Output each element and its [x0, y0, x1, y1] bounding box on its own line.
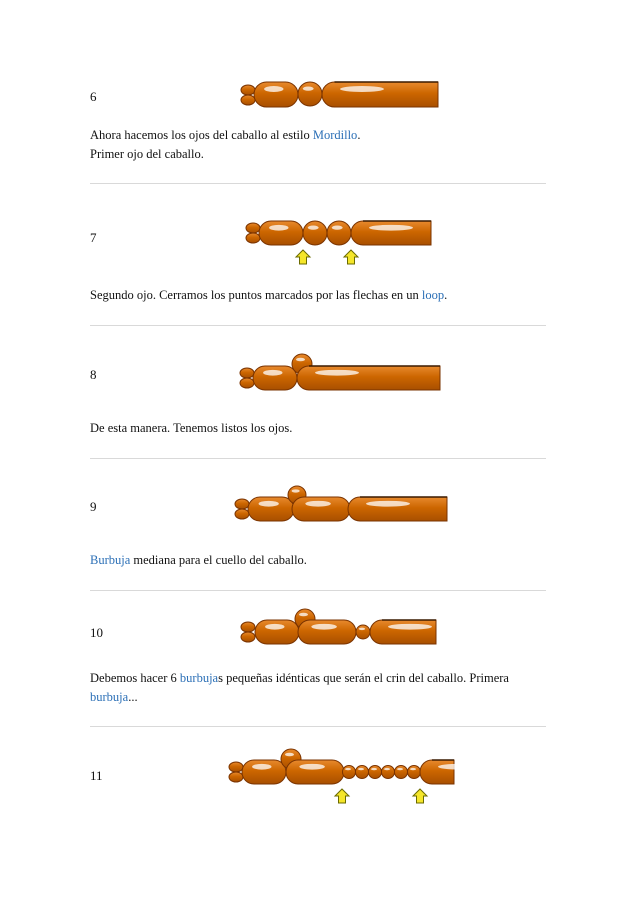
balloon-bubble — [369, 766, 382, 779]
step-number: 11 — [90, 768, 103, 783]
balloon-knot — [229, 762, 243, 772]
balloon-highlight — [299, 764, 325, 770]
balloon-bubble — [395, 766, 408, 779]
balloon-highlight — [397, 768, 403, 770]
text-run: Debemos hacer 6 — [90, 671, 180, 685]
balloon-highlight — [305, 501, 331, 507]
balloon-highlight — [252, 764, 271, 770]
text-run: ... — [128, 690, 138, 704]
balloon-highlight — [303, 86, 314, 90]
balloon-tail — [322, 82, 438, 107]
balloon-segment — [292, 497, 350, 521]
balloon-segment — [259, 221, 303, 245]
step-number: 6 — [90, 89, 97, 104]
text-run: Primer ojo del caballo. — [90, 147, 204, 161]
balloon-highlight — [366, 501, 410, 507]
balloon-knot — [246, 223, 260, 233]
balloon-segment — [248, 497, 294, 521]
yellow-arrow-icon — [344, 250, 358, 264]
balloon-bubble — [303, 221, 327, 245]
balloon-tail — [297, 366, 440, 390]
balloon-highlight — [384, 768, 390, 770]
balloon-highlight — [369, 225, 413, 231]
text-run: De esta manera. Tenemos listos los ojos. — [90, 421, 293, 435]
step-number: 8 — [90, 367, 97, 382]
balloon-segment — [254, 82, 298, 107]
text-run: Ahora hacemos los ojos del caballo al estilo — [90, 128, 313, 142]
balloon-segment — [255, 620, 299, 644]
balloon-tail — [370, 620, 436, 644]
balloon-highlight — [264, 86, 283, 92]
yellow-arrow-icon — [335, 789, 349, 803]
balloon-knot — [241, 632, 255, 642]
balloon-segment — [253, 366, 297, 390]
glossary-link[interactable]: loop — [421, 288, 445, 302]
balloon-highlight — [371, 768, 377, 770]
glossary-link[interactable]: burbuja — [90, 690, 129, 704]
balloon-highlight — [311, 624, 337, 630]
balloon-highlight — [259, 501, 279, 507]
glossary-link[interactable]: burbuja — [179, 671, 219, 685]
text-run: Segundo ojo. Cerramos los puntos marcados por las flechas en un — [90, 288, 422, 302]
balloon-knot — [241, 622, 255, 632]
balloon-bubble — [343, 766, 356, 779]
step-number: 9 — [90, 499, 97, 514]
balloon-highlight — [332, 225, 343, 229]
balloon-knot — [241, 95, 255, 105]
balloon-knot — [240, 378, 254, 388]
balloon-knot — [241, 85, 255, 95]
yellow-arrow-icon — [296, 250, 310, 264]
balloon-bubble — [327, 221, 351, 245]
glossary-link[interactable]: Mordillo — [312, 128, 358, 142]
balloon-segment — [298, 620, 356, 644]
balloon-highlight — [388, 624, 432, 630]
balloon-segment — [242, 760, 286, 784]
balloon-highlight — [345, 768, 351, 770]
step-number: 7 — [90, 230, 97, 245]
balloon-bubble — [356, 625, 370, 639]
balloon-highlight — [299, 613, 308, 617]
step-number: 10 — [90, 625, 103, 640]
balloon-knot — [229, 772, 243, 782]
glossary-link[interactable]: Burbuja — [90, 553, 131, 567]
yellow-arrow-icon — [413, 789, 427, 803]
balloon-tail — [351, 221, 431, 245]
balloon-knot — [240, 368, 254, 378]
balloon-tail — [348, 497, 447, 521]
balloon-highlight — [263, 370, 282, 376]
balloon-highlight — [292, 489, 300, 492]
balloon-highlight — [340, 86, 384, 92]
text-run: s pequeñas idénticas que serán el crin del caballo. Primera — [218, 671, 509, 685]
text-run: . — [357, 128, 361, 142]
balloon-highlight — [296, 358, 305, 362]
balloon-tail — [420, 760, 454, 784]
text-run: . — [444, 288, 448, 302]
balloon-bubble — [408, 766, 421, 779]
balloon-highlight — [308, 225, 319, 229]
balloon-knot — [246, 233, 260, 243]
balloon-bubble — [298, 82, 322, 106]
balloon-highlight — [359, 628, 365, 631]
balloon-highlight — [285, 753, 294, 757]
balloon-highlight — [265, 624, 284, 630]
balloon-bubble — [382, 766, 395, 779]
text-run: mediana para el cuello del caballo. — [130, 553, 307, 567]
balloon-highlight — [358, 768, 364, 770]
balloon-knot — [235, 499, 249, 509]
balloon-knot — [235, 509, 249, 519]
balloon-highlight — [438, 764, 482, 770]
balloon-highlight — [410, 768, 416, 770]
balloon-bubble — [356, 766, 369, 779]
balloon-highlight — [315, 370, 359, 376]
balloon-highlight — [269, 225, 288, 231]
balloon-segment — [286, 760, 344, 784]
